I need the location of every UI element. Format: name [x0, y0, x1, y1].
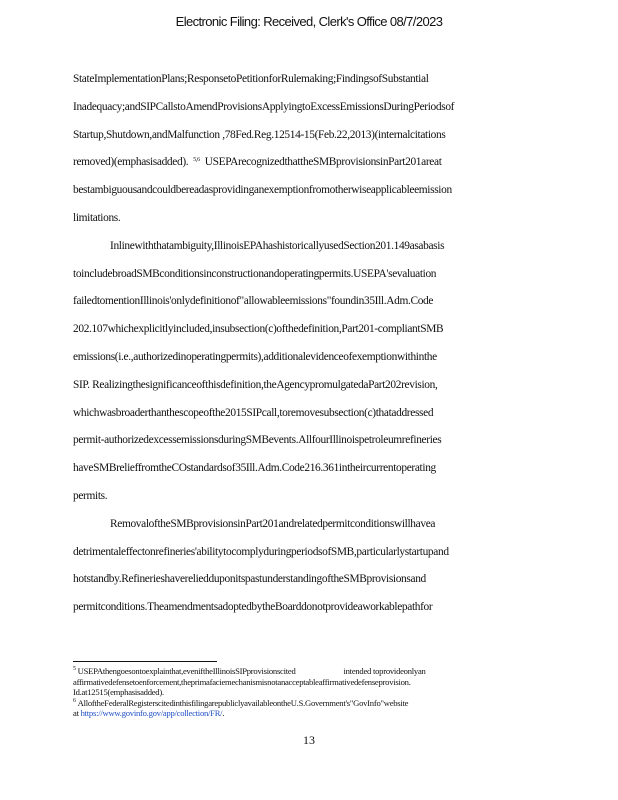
text-line: permit-authorizedexcessemissionsduringSMBevents.AllfourIllinoispetroleumrefineries [73, 434, 442, 447]
footnote-text: intended toprovideonlyan [343, 666, 426, 676]
text-segment: removed)(emphasisadded). [73, 156, 189, 169]
footnote-text: AlloftheFederalRegisterscitedinthisfilingarepubliclyavailableontheU.S.Government's"GovInfo"website [77, 697, 409, 708]
paragraph-start-line: RemovaloftheSMBprovisionsinPart201andrelatedpermitconditionswillhavea [110, 517, 436, 530]
text-line: bestambiguousandcouldbereadasprovidinganexemptionfromotherwiseapplicableemission [73, 184, 452, 197]
paragraph-start-line: Inlinewiththatambiguity,IllinoisEPAhashistoricallyusedSection201.149asabasis [110, 239, 445, 252]
text-segment: USEPArecognizedthattheSMBprovisionsinPart201areat [204, 156, 442, 169]
footnote-reference: 5,6 [193, 157, 200, 164]
footnote-5-line [73, 666, 533, 677]
text-line: 202.107whichexplicitlyincluded,insubsection(c)ofthedefinition,Part201-compliantSMB [73, 323, 444, 336]
govinfo-link[interactable]: https://www.govinfo.gov/app/collection/FR/ [80, 708, 223, 719]
footnote-divider [73, 661, 217, 662]
footnote-marker: 6 [73, 697, 76, 704]
filing-header: Electronic Filing: Received, Clerk's Office 08/7/2023 [175, 14, 443, 29]
text-line: emissions(i.e.,authorizedinoperatingpermits),additionalevidenceofexemptionwithinthe [73, 350, 437, 363]
text-line: toincludebroadSMBconditionsinconstructionandoperatingpermits.USEPA'sevaluation [73, 267, 437, 280]
text-line: StateImplementationPlans;ResponsetoPetitionforRulemaking;FindingsofSubstantial [73, 73, 429, 85]
footnote-6-line [73, 698, 533, 709]
footnote-text: . [222, 708, 225, 719]
footnote-marker: 5 [73, 666, 76, 672]
text-line: Startup,Shutdown,andMalfunction ,78Fed.Reg.12514-15(Feb.22,2013)(internalcitations [73, 128, 446, 141]
footnote-5-line: Id.at12515(emphasisadded). [73, 687, 164, 698]
text-line: SIP. Realizingthesignificanceofthisdefinition,theAgencypromulgatedaPart202revision, [73, 378, 438, 391]
text-line: whichwasbroaderthanthescopeofthe2015SIPcall,toremovesubsection(c)thataddressed [73, 406, 434, 419]
footnote-5-line: affirmativedefensetoenforcement,theprimafaciemechanismisnotanacceptableaffirmativedefenseprovision. [73, 676, 411, 687]
footnote-text: USEPAthengoesontoexplainthat,eveniftheIllinoisSIPprovisionscited [77, 666, 296, 676]
footnote-text: at [73, 708, 79, 719]
text-line: limitations. [73, 211, 121, 224]
footnotes [73, 666, 533, 719]
text-line [73, 149, 513, 177]
text-line: permits. [73, 489, 108, 502]
text-line: hotstandby.RefinerieshavereliedduponitspastunderstandingoftheSMBprovisionsand [73, 573, 426, 586]
text-line: permitconditions.TheamendmentsadoptedbytheBoarddonotprovideaworkablepathfor [73, 601, 433, 614]
text-line: Inadequacy;andSIPCallstoAmendProvisionsApplyingtoExcessEmissionsDuringPeriodsof [73, 100, 455, 113]
page-number: 13 [303, 733, 315, 747]
body-text [73, 66, 513, 622]
text-line: failedtomentionIllinois'onlydefinitionof"allowableemissions"foundin35Ill.Adm.Code [73, 295, 434, 308]
text-line: detrimentaleffectonrefineries'abilitytocomplyduringperiodsofSMB,particularlystartupand [73, 545, 449, 558]
footnote-6-line [73, 708, 533, 719]
text-line: haveSMBrelieffromtheCOstandardsof35Ill.Adm.Code216.361intheircurrentoperating [73, 462, 436, 475]
